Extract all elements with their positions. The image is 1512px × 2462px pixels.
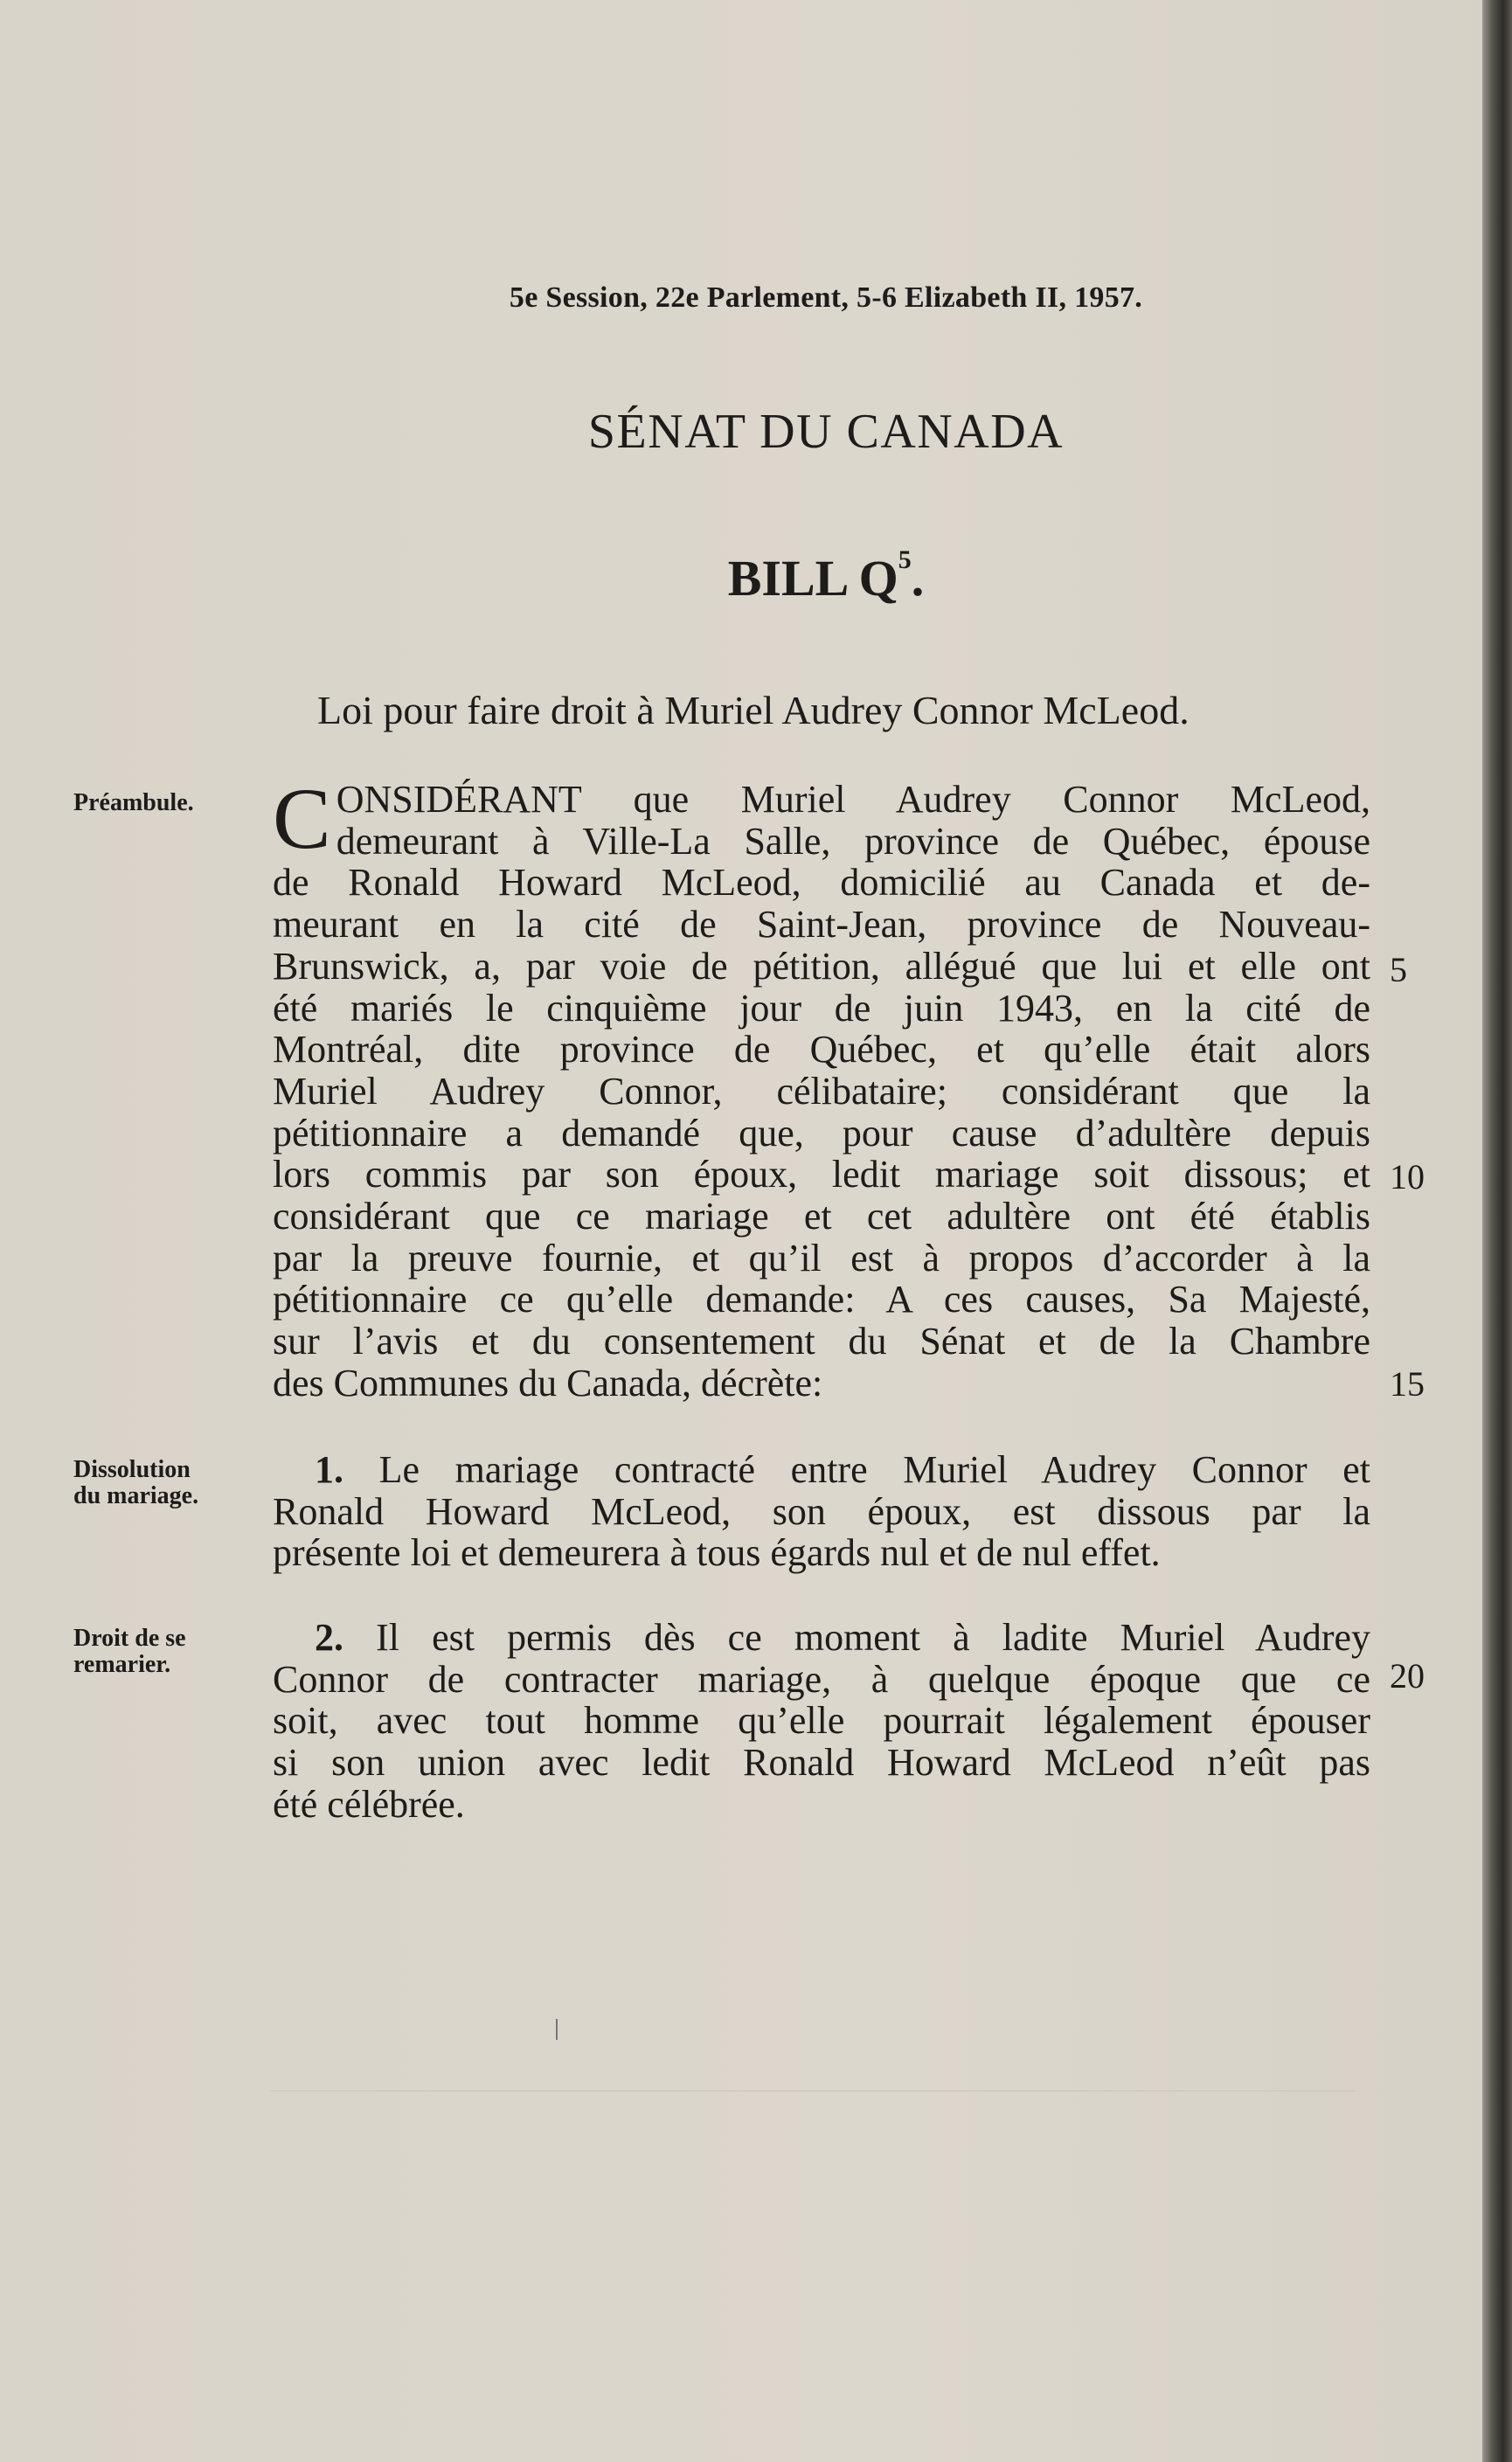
preamble-line: Montréal, dite province de Québec, et qu’elle était alors <box>273 1028 1370 1071</box>
preamble-line: lors commis par son époux, ledit mariage soit dissous; et <box>273 1153 1370 1196</box>
section-1-paragraph <box>273 1449 1370 1574</box>
section-line: si son union avec ledit Ronald Howard McLeod n’eût pas <box>273 1741 1370 1785</box>
line-number: 20 <box>1390 1656 1425 1696</box>
section-number: 2. <box>315 1616 343 1659</box>
preamble-line: des Communes du Canada, décrète: <box>273 1361 823 1404</box>
preamble-line: été mariés le cinquième jour de juin 1943, en la cité de <box>273 986 1370 1030</box>
senate-heading: SÉNAT DU CANADA <box>587 405 1065 459</box>
bill-label: BILL Q <box>727 550 898 607</box>
preamble-line: considérant que ce mariage et cet adultère ont été établis <box>273 1195 1370 1238</box>
preamble-line: demeurant à Ville-La Salle, province de Québec, épouse <box>336 819 1370 863</box>
preamble-line: Muriel Audrey Connor, célibataire; considérant que la <box>273 1069 1370 1113</box>
line-number: 15 <box>1390 1364 1425 1404</box>
section-text: Le mariage contracté entre Muriel Audrey Connor et <box>378 1448 1370 1491</box>
preamble-line: de Ronald Howard McLeod, domicilié au Canada et de- <box>273 861 1370 905</box>
margin-note-remarry <box>73 1626 248 1678</box>
preamble-line: ONSIDÉRANT que Muriel Audrey Connor McLeod, <box>336 778 1370 821</box>
margin-note-line: du mariage. <box>73 1482 199 1509</box>
preamble-line: meurant en la cité de Saint-Jean, province de Nouveau- <box>273 903 1370 947</box>
margin-note-preamble: Préambule. <box>73 789 194 816</box>
preamble-line: pétitionnaire ce qu’elle demande: A ces causes, Sa Majesté, <box>273 1278 1370 1321</box>
bill-period: . <box>911 550 925 607</box>
section-line <box>273 1449 1370 1491</box>
line-number: 5 <box>1390 950 1407 989</box>
section-line: été célébrée. <box>273 1782 465 1826</box>
bill-title: Loi pour faire droit à Muriel Audrey Connor McLeod. <box>317 688 1189 732</box>
section-2-paragraph <box>273 1617 1370 1826</box>
section-text: Il est permis dès ce moment à ladite Muriel Audrey <box>376 1616 1371 1659</box>
margin-note-line: remarier. <box>73 1651 171 1678</box>
section-line: Connor de contracter mariage, à quelque époque que ce <box>273 1657 1370 1701</box>
section-number: 1. <box>315 1448 343 1491</box>
preamble-line: Brunswick, a, par voie de pétition, allégué que lui et elle ont <box>273 944 1370 988</box>
margin-note-dissolution <box>73 1457 248 1509</box>
bill-superscript: 5 <box>898 545 912 574</box>
margin-note-line: Droit de se <box>73 1625 186 1652</box>
section-line <box>273 1617 1370 1659</box>
preamble-line: par la preuve fournie, et qu’il est à propos d’accorder à la <box>273 1236 1370 1280</box>
session-header: 5e Session, 22e Parlement, 5-6 Elizabeth II, 1957. <box>509 281 1143 314</box>
drop-cap: C <box>273 770 331 867</box>
binding-edge <box>1482 0 1512 2462</box>
preamble-paragraph <box>273 770 1370 1404</box>
preamble-line: pétitionnaire a demandé que, pour cause d’adultère depuis <box>273 1111 1370 1155</box>
section-line: Ronald Howard McLeod, son époux, est dissous par la <box>273 1489 1370 1533</box>
print-mark <box>556 2019 558 2040</box>
bill-number <box>0 545 1512 607</box>
preamble-line: sur l’avis et du consentement du Sénat et de la Chambre <box>273 1320 1370 1363</box>
line-number: 10 <box>1390 1157 1425 1196</box>
section-line: soit, avec tout homme qu’elle pourrait légalement épouser <box>273 1699 1370 1743</box>
margin-note-line: Dissolution <box>73 1456 191 1483</box>
section-line: présente loi et demeurera à tous égards nul et de nul effet. <box>273 1531 1161 1575</box>
